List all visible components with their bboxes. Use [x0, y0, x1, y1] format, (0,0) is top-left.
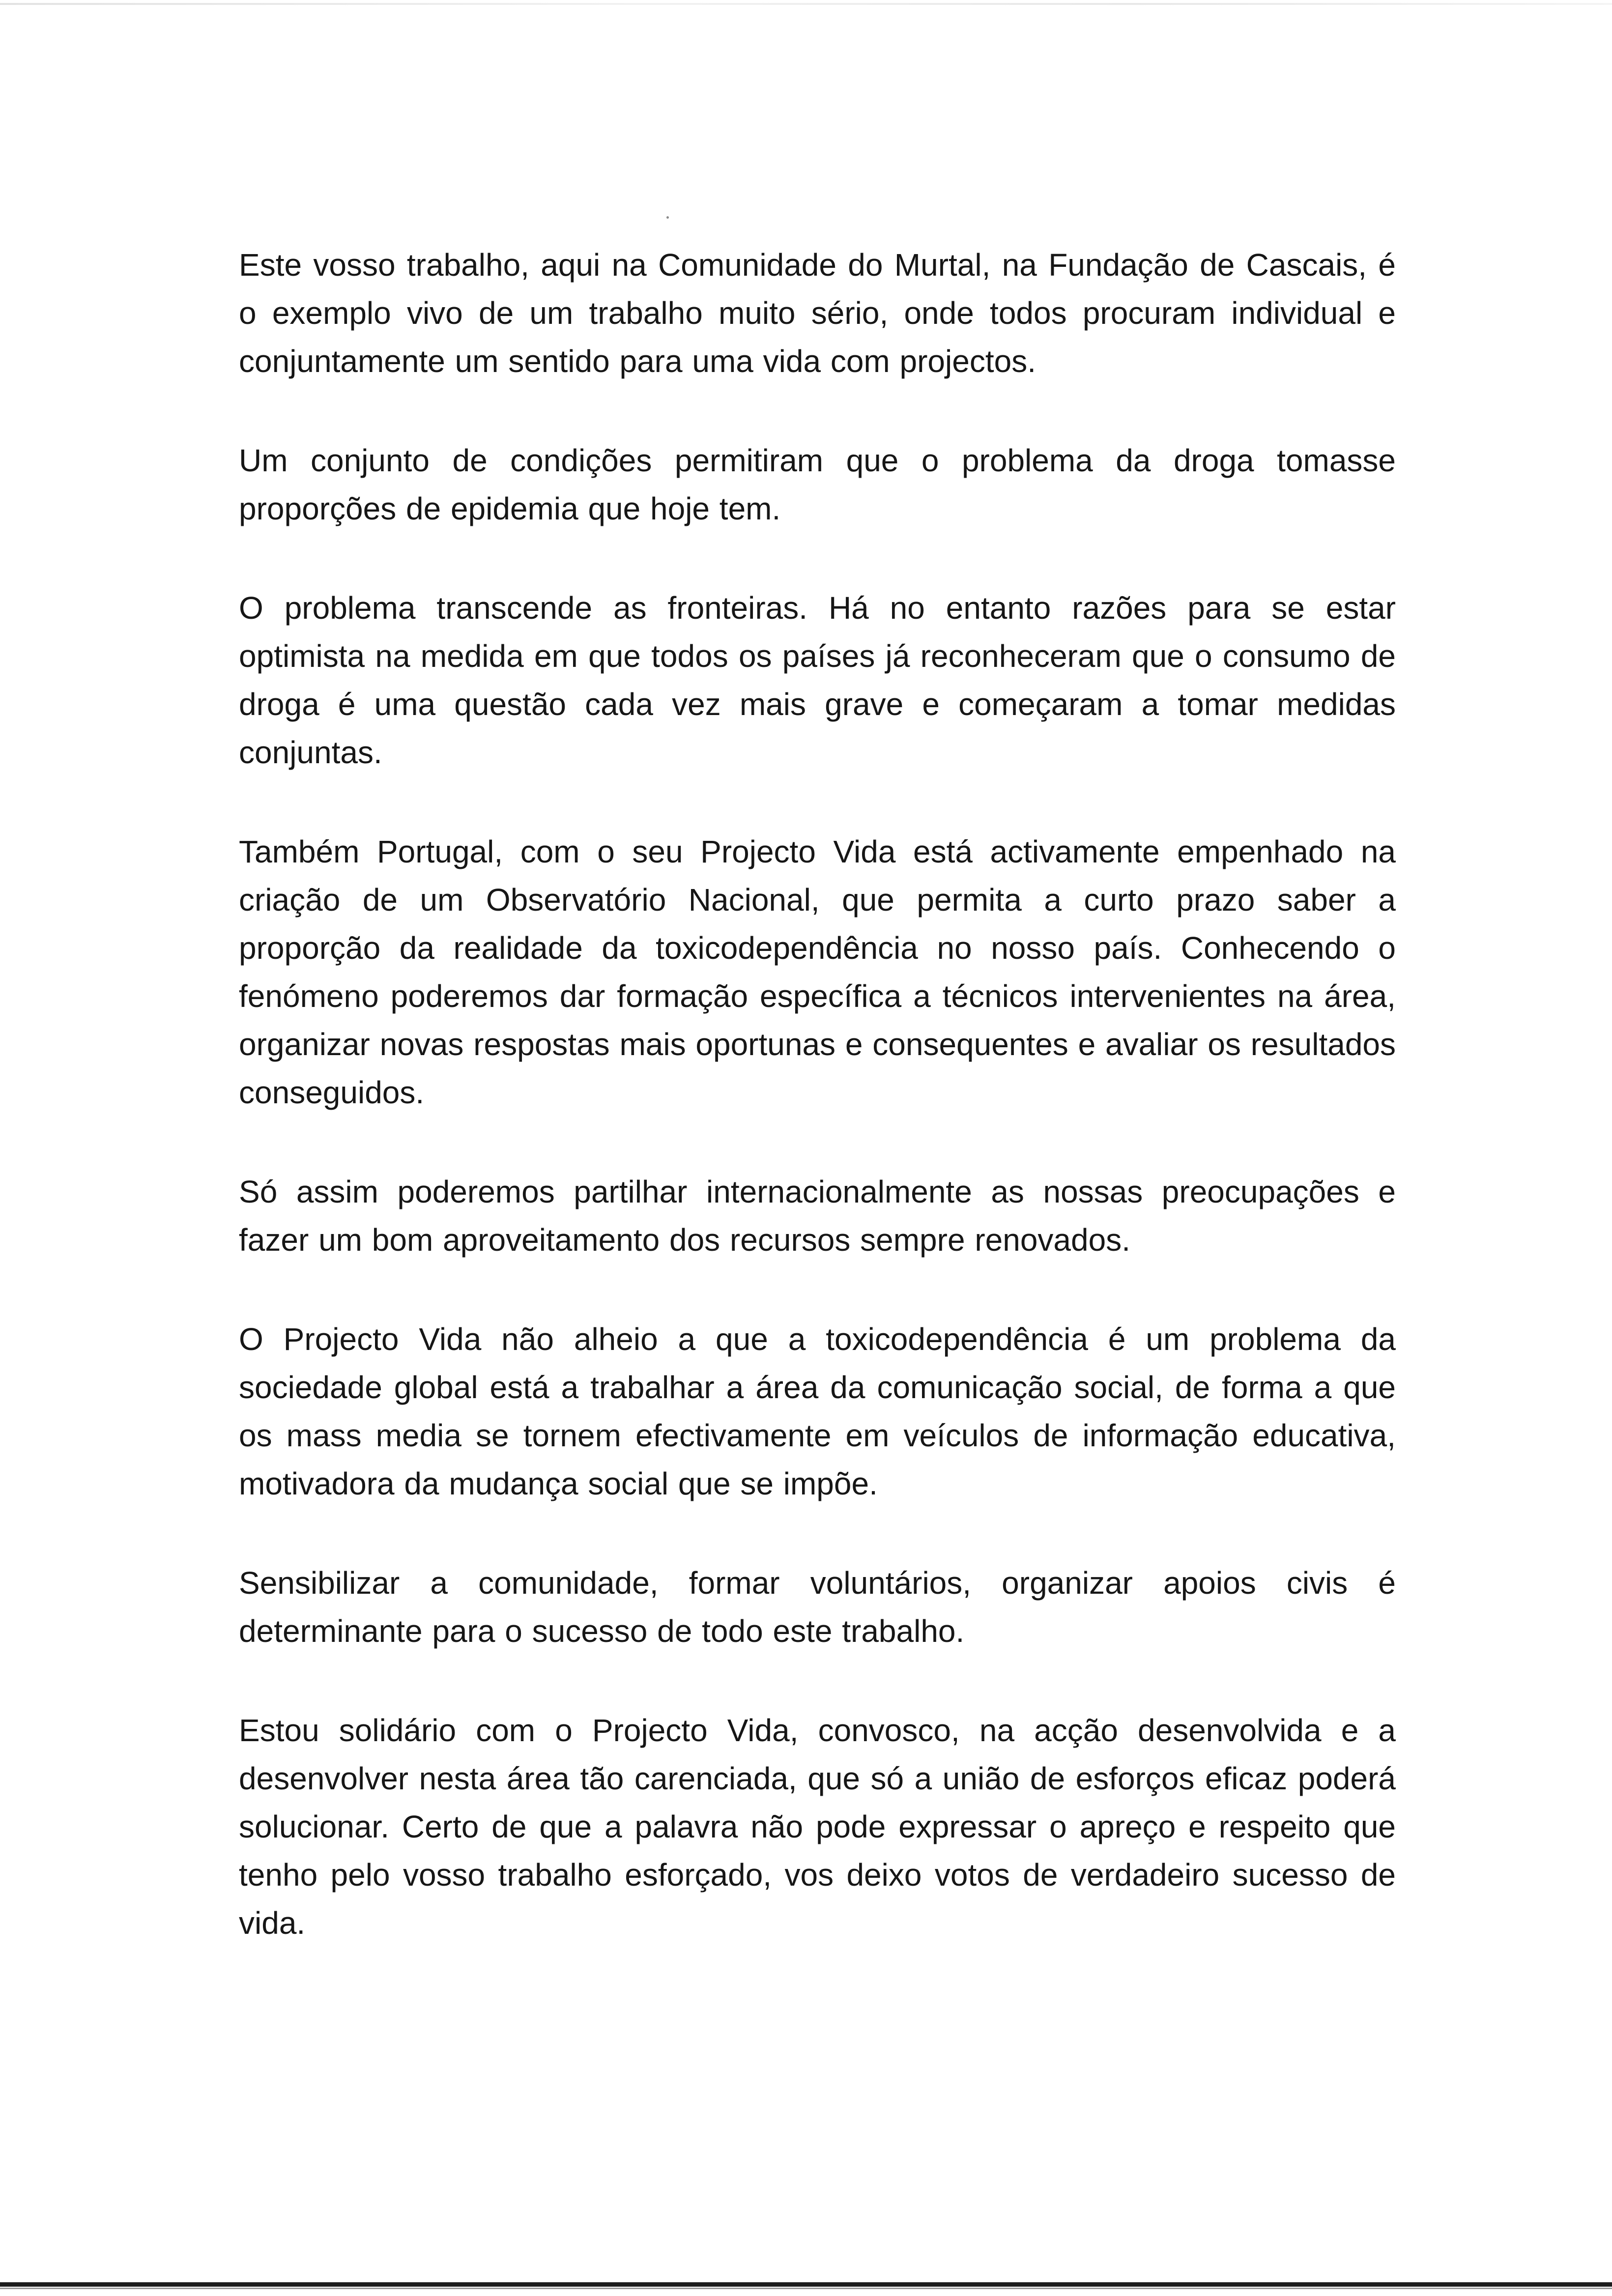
scan-speck — [666, 216, 669, 219]
document-body — [239, 241, 1396, 1998]
paragraph-7: Sensibilizar a comunidade, formar voluntários, organizar apoios civis é determinante para o sucesso de todo este trabalho. — [239, 1565, 1396, 1649]
paragraph-5: Só assim poderemos partilhar internacionalmente as nossas preocupações e fazer um bom aproveitamento dos recursos sempre renovados. — [239, 1174, 1396, 1258]
paragraph-3: O problema transcende as fronteiras. Há no entanto razões para se estar optimista na medida em que todos os países já reconheceram que o consumo de droga é uma questão cada vez mais grave e começaram a tomar medidas conjuntas. — [239, 590, 1396, 770]
paragraph-1: Este vosso trabalho, aqui na Comunidade do Murtal, na Fundação de Cascais, é o exemplo vivo de um trabalho muito sério, onde todos procuram individual e conjuntamente um sentido para uma vida com projectos. — [239, 247, 1396, 379]
scan-top-edge — [0, 3, 1612, 5]
paragraph-2: Um conjunto de condições permitiram que o problema da droga tomasse proporções de epidemia que hoje tem. — [239, 443, 1396, 526]
paragraph-6: O Projecto Vida não alheio a que a toxicodependência é um problema da sociedade global está a trabalhar a área da comunicação social, de forma a que os mass media se tornem efectivamente em veículos de informação educativa, motivadora da mudança social que se impõe. — [239, 1321, 1396, 1501]
bottom-edge-rule — [0, 2282, 1612, 2287]
bottom-edge-shadow — [0, 2288, 1612, 2289]
paragraph-8: Estou solidário com o Projecto Vida, convosco, na acção desenvolvida e a desenvolver nesta área tão carenciada, que só a união de esforços eficaz poderá solucionar. Certo de que a palavra não pode expressar o apreço e respeito que tenho pelo vosso trabalho esforçado, vos deixo votos de verdadeiro sucesso de vida. — [239, 1713, 1396, 1941]
paragraph-4: Também Portugal, com o seu Projecto Vida está activamente empenhado na criação de um Observatório Nacional, que permita a curto prazo saber a proporção da realidade da toxicodependência no nosso país. Conhecendo o fenómeno poderemos dar formação específica a técnicos intervenientes na área, organizar novas respostas mais oportunas e consequentes e avaliar os resultados conseguidos. — [239, 834, 1396, 1110]
